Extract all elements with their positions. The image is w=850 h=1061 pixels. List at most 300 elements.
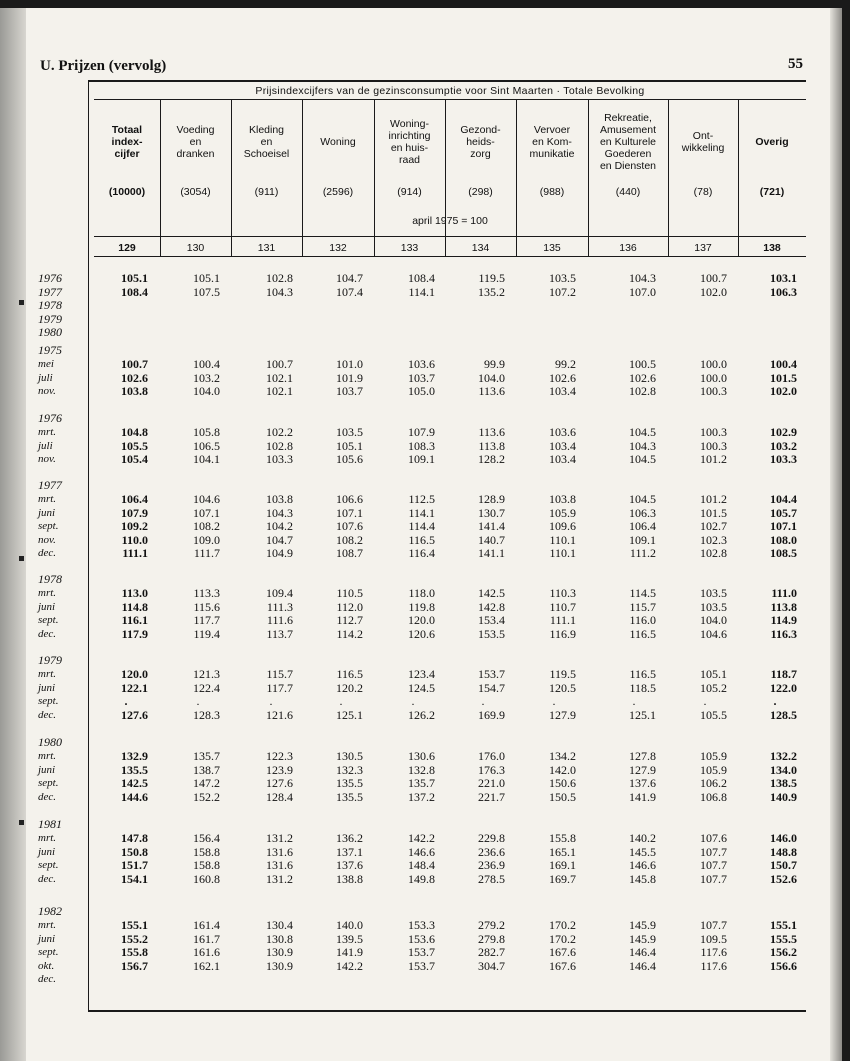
table-cell: 105.8 <box>193 425 220 439</box>
table-cell: 141.9 <box>629 789 656 804</box>
table-cell: 113.8 <box>770 599 797 614</box>
table-cell: 108.2 <box>193 519 220 533</box>
table-cell: 282.7 <box>478 945 505 959</box>
table-cell: 105.1 <box>121 271 148 285</box>
table-cell: 119.5 <box>478 271 505 285</box>
table-cell: 107.9 <box>121 505 148 520</box>
table-cell: 118.0 <box>408 586 435 600</box>
table-cell: 109.0 <box>193 532 220 547</box>
table-cell: 113.3 <box>193 586 220 600</box>
table-cell: 155.2 <box>121 931 148 946</box>
table-cell: 105.1 <box>193 271 220 285</box>
row-label: nov. <box>38 385 56 397</box>
table-cell: 104.2 <box>266 519 293 533</box>
table-cell: 144.6 <box>121 789 148 804</box>
table-cell: 149.8 <box>408 871 435 886</box>
table-cell: 113.0 <box>121 586 148 600</box>
table-cell: 102.6 <box>629 370 656 385</box>
table-cell: 146.4 <box>629 958 656 973</box>
table-cell: 154.7 <box>478 680 505 695</box>
table-cell: 102.8 <box>266 438 293 453</box>
table-cell: 151.7 <box>121 858 148 872</box>
table-cell: 169.1 <box>549 858 576 872</box>
table-cell: 135.7 <box>193 749 220 763</box>
table-cell: 103.3 <box>770 452 797 466</box>
table-cell: 104.0 <box>700 613 727 627</box>
column-header: Gezond- heids- zorg <box>460 124 501 160</box>
table-cell: 130.9 <box>266 958 293 973</box>
table-cell: 104.6 <box>700 626 727 641</box>
table-cell: 152.6 <box>770 871 797 886</box>
table-cell: 119.5 <box>549 667 576 681</box>
table-cell: 111.1 <box>549 613 576 627</box>
table-cell: 105.9 <box>700 749 727 763</box>
table-cell: 156.4 <box>193 831 220 845</box>
table-cell: 107.0 <box>629 284 656 299</box>
table-cell: 130.6 <box>408 749 435 763</box>
table-cell: 229.8 <box>478 831 505 845</box>
table-cell: 142.0 <box>549 762 576 777</box>
table-cell: 117.6 <box>700 945 727 959</box>
table-cell: 122.1 <box>121 680 148 695</box>
table-cell: 114.1 <box>408 505 435 520</box>
table-cell: . <box>773 694 777 708</box>
table-cell: 128.5 <box>770 707 797 722</box>
table-cell: 176.3 <box>478 762 505 777</box>
row-label: juni <box>38 763 56 776</box>
table-cell: . <box>124 694 128 708</box>
table-cell: 107.7 <box>700 871 727 886</box>
table-cell: 100.4 <box>193 357 220 371</box>
table-cell: 103.8 <box>266 492 293 506</box>
table-cell: 114.2 <box>336 626 363 641</box>
table-cell: 118.5 <box>629 680 656 695</box>
gutter-mark <box>19 820 24 825</box>
table-cell: 107.1 <box>770 519 797 533</box>
rule-left <box>88 80 89 1012</box>
table-cell: 137.6 <box>629 776 656 790</box>
table-cell: 116.0 <box>629 613 656 627</box>
table-cell: 139.5 <box>336 931 363 946</box>
table-cell: 304.7 <box>478 958 505 973</box>
table-cell: 102.0 <box>770 384 797 398</box>
table-cell: 137.2 <box>408 789 435 804</box>
table-cell: 105.0 <box>408 384 435 398</box>
row-label: dec. <box>38 790 57 803</box>
table-cell: 108.4 <box>408 271 435 285</box>
page-number: 55 <box>788 56 803 72</box>
table-cell: 104.0 <box>193 384 220 398</box>
row-label: sept. <box>38 614 59 626</box>
table-cell: 107.7 <box>700 918 727 932</box>
row-label: mrt. <box>38 668 57 680</box>
table-cell: 107.9 <box>408 425 435 439</box>
table-cell: 103.8 <box>549 492 576 506</box>
row-label: juni <box>38 932 56 945</box>
table-cell: 138.8 <box>336 871 363 886</box>
table-cell: 153.7 <box>478 667 505 681</box>
table-cell: 105.9 <box>549 505 576 520</box>
table-cell: 137.6 <box>336 858 363 872</box>
table-cell: 153.7 <box>408 958 435 973</box>
table-cell: 135.5 <box>336 776 363 790</box>
table-cell: 114.1 <box>408 284 435 299</box>
table-cell: . <box>703 694 707 708</box>
table-cell: 122.4 <box>193 680 220 695</box>
table-cell: 115.7 <box>629 599 656 614</box>
rule-above-colnums <box>94 236 806 237</box>
column-number: 130 <box>186 242 205 254</box>
table-cell: 104.5 <box>629 452 656 466</box>
table-cell: 130.4 <box>266 918 293 932</box>
row-label: juli <box>38 439 53 452</box>
table-cell: 100.3 <box>700 384 727 398</box>
table-cell: . <box>196 694 200 708</box>
table-cell: 146.0 <box>770 831 797 845</box>
table-cell: 127.6 <box>266 776 293 790</box>
column-header: Overig <box>755 136 789 148</box>
table-cell: 161.4 <box>193 918 220 932</box>
table-cell: 279.8 <box>478 931 505 946</box>
page-edge-shadow <box>830 8 842 1061</box>
table-cell: 101.5 <box>770 370 797 385</box>
row-label: mrt. <box>38 587 57 599</box>
table-cell: 104.5 <box>629 492 656 506</box>
table-cell: 142.8 <box>478 599 505 614</box>
table-cell: 145.5 <box>629 844 656 859</box>
table-cell: 109.6 <box>549 519 576 533</box>
table-cell: 112.5 <box>408 492 435 506</box>
row-label: juni <box>38 600 56 613</box>
table-cell: 100.7 <box>121 357 148 371</box>
table-cell: 106.4 <box>629 519 656 533</box>
row-group-year: 1976 <box>38 411 62 425</box>
rule-below-colnums <box>94 256 806 257</box>
table-cell: 116.1 <box>121 613 148 627</box>
table-cell: 141.4 <box>478 519 505 533</box>
table-cell: 153.3 <box>408 918 435 932</box>
table-cell: 134.2 <box>549 749 576 763</box>
table-cell: 104.4 <box>770 492 797 506</box>
table-cell: 153.4 <box>478 613 505 627</box>
table-cell: 176.0 <box>478 749 505 763</box>
table-cell: . <box>632 694 636 708</box>
table-cell: 105.1 <box>336 438 363 453</box>
table-cell: 103.6 <box>549 425 576 439</box>
column-header: Rekreatie, Amusement en Kulturele Goederen en Diensten <box>599 112 657 172</box>
table-cell: 101.2 <box>700 492 727 506</box>
row-label: 1978 <box>38 298 62 312</box>
table-cell: 106.5 <box>193 438 220 453</box>
table-cell: 103.4 <box>549 452 576 466</box>
column-number: 132 <box>329 242 347 254</box>
table-cell: 122.3 <box>266 749 293 763</box>
table-cell: 150.8 <box>121 844 148 859</box>
table-cell: 102.7 <box>700 519 727 533</box>
table-cell: 127.6 <box>121 707 148 722</box>
table-cell: 100.0 <box>700 357 727 371</box>
table-cell: . <box>411 694 415 708</box>
table-cell: 152.2 <box>193 789 220 804</box>
column-number: 135 <box>543 242 561 254</box>
table-cell: 110.1 <box>549 546 576 560</box>
table-cell: 135.5 <box>121 762 148 777</box>
table-cell: 155.1 <box>770 918 797 932</box>
row-label: juli <box>38 371 53 384</box>
table-cell: 105.6 <box>336 452 363 466</box>
table-cell: 142.2 <box>408 831 435 845</box>
row-label: dec. <box>38 872 57 885</box>
table-cell: 137.1 <box>336 844 363 859</box>
table-cell: 136.2 <box>336 831 363 845</box>
table-cell: 102.6 <box>549 370 576 385</box>
table-cell: 103.2 <box>193 370 220 385</box>
table-cell: 120.0 <box>408 613 435 627</box>
table-cell: 108.7 <box>336 546 363 560</box>
table-cell: 105.1 <box>700 667 727 681</box>
table-cell: 111.0 <box>771 586 797 600</box>
table-cell: 100.5 <box>629 357 656 371</box>
table-cell: 106.2 <box>700 776 727 790</box>
row-label: 1980 <box>38 325 62 339</box>
rule-bottom <box>88 1010 806 1012</box>
table-cell: 145.9 <box>629 918 656 932</box>
table-cell: 116.5 <box>336 667 363 681</box>
column-weight: (721) <box>759 186 785 198</box>
table-cell: 115.6 <box>193 599 220 614</box>
row-label: okt. <box>38 959 55 972</box>
row-label: nov. <box>38 453 56 465</box>
table-cell: 111.6 <box>266 613 293 627</box>
table-cell: 104.3 <box>266 284 293 299</box>
table-cell: 108.3 <box>408 438 435 453</box>
table-cell: 104.5 <box>629 425 656 439</box>
table-cell: 104.3 <box>266 505 293 520</box>
table-cell: 120.0 <box>121 667 148 681</box>
table-cell: 130.7 <box>478 505 505 520</box>
rule-under-supertitle <box>94 99 806 100</box>
column-header: Ont- wikkeling <box>681 130 725 154</box>
row-label: sept. <box>38 859 59 871</box>
table-cell: 156.7 <box>121 958 148 973</box>
row-group-year: 1975 <box>38 343 62 357</box>
table-cell: 123.4 <box>408 667 435 681</box>
table-cell: 128.3 <box>193 707 220 722</box>
table-cell: 141.1 <box>478 546 505 560</box>
row-group-year: 1980 <box>38 735 62 749</box>
table-cell: 103.8 <box>121 384 148 398</box>
table-cell: 154.1 <box>121 871 148 886</box>
table-cell: 161.7 <box>193 931 220 946</box>
table-cell: 104.0 <box>478 370 505 385</box>
table-cell: 138.5 <box>770 776 797 790</box>
table-cell: 141.9 <box>336 945 363 959</box>
table-cell: 119.8 <box>408 599 435 614</box>
table-cell: 145.8 <box>629 871 656 886</box>
gutter-mark <box>19 300 24 305</box>
section-title: U. Prijzen (vervolg) <box>40 58 167 74</box>
table-cell: 108.4 <box>121 284 148 299</box>
table-cell: 121.6 <box>266 707 293 722</box>
row-label: mrt. <box>38 426 57 438</box>
table-cell: 128.4 <box>266 789 293 804</box>
table-cell: 123.9 <box>266 762 293 777</box>
row-label: sept. <box>38 946 59 958</box>
table-cell: 148.4 <box>408 858 435 872</box>
table-cell: 105.2 <box>700 680 727 695</box>
table-cell: 113.8 <box>478 438 505 453</box>
table-cell: 102.2 <box>266 425 293 439</box>
table-cell: 110.7 <box>549 599 576 614</box>
table-cell: 155.8 <box>121 945 148 959</box>
row-group-year: 1982 <box>38 904 62 918</box>
table-cell: 104.3 <box>629 271 656 285</box>
table-cell: 131.6 <box>266 844 293 859</box>
table-cell: 102.1 <box>266 384 293 398</box>
column-weight: (914) <box>397 186 422 198</box>
table-cell: 236.9 <box>478 858 505 872</box>
table-cell: 116.4 <box>408 546 435 560</box>
row-group-year: 1981 <box>38 817 62 831</box>
table-cell: 111.3 <box>266 599 293 614</box>
column-number: 131 <box>257 242 276 254</box>
table-cell: 120.6 <box>408 626 435 641</box>
row-label: dec. <box>38 547 57 559</box>
table-cell: 161.6 <box>193 945 220 959</box>
table-cell: 155.1 <box>121 918 148 932</box>
table-cell: 106.3 <box>629 505 656 520</box>
table-cell: 138.7 <box>193 762 220 777</box>
column-weight: (2596) <box>322 186 354 198</box>
table-cell: 100.4 <box>770 357 797 371</box>
column-weight: (3054) <box>180 186 211 198</box>
table-cell: 170.2 <box>549 918 576 932</box>
table-cell: 105.5 <box>121 438 148 453</box>
table-cell: 146.4 <box>629 945 656 959</box>
table-cell: 107.4 <box>336 284 363 299</box>
table-cell: . <box>269 694 273 708</box>
column-number: 138 <box>763 242 781 254</box>
table-cell: 116.3 <box>770 626 797 641</box>
table-cell: 221.7 <box>478 789 505 804</box>
table-cell: . <box>552 694 556 708</box>
table-cell: 153.6 <box>408 931 435 946</box>
table-cell: 160.8 <box>193 871 220 886</box>
column-weight: (10000) <box>108 186 146 198</box>
table-cell: 128.2 <box>478 452 505 466</box>
table-cell: 120.2 <box>336 680 363 695</box>
table-cell: 102.8 <box>629 384 656 398</box>
row-label: dec. <box>38 627 57 640</box>
table-cell: 111.1 <box>122 546 148 560</box>
row-group-year: 1977 <box>38 478 62 492</box>
table-cell: 158.8 <box>193 858 220 872</box>
table-cell: 122.0 <box>770 680 797 695</box>
table-cell: 132.3 <box>336 762 363 777</box>
table-cell: 116.5 <box>629 667 656 681</box>
table-cell: 113.6 <box>478 384 505 398</box>
table-cell: 102.8 <box>700 546 727 560</box>
column-header: Woning <box>320 136 356 148</box>
row-label: 1976 <box>38 271 62 285</box>
table-cell: 107.1 <box>193 505 220 520</box>
table-cell: 117.9 <box>121 626 148 641</box>
table-cell: 99.2 <box>555 357 576 371</box>
table-cell: 101.2 <box>700 452 727 466</box>
table-cell: 105.9 <box>700 762 727 777</box>
table-cell: 107.1 <box>336 505 363 520</box>
table-cell: 146.6 <box>408 844 435 859</box>
table-cell: 140.9 <box>770 789 797 804</box>
row-label: sept. <box>38 777 59 789</box>
table-cell: 150.6 <box>549 776 576 790</box>
table-cell: 107.2 <box>549 284 576 299</box>
base-period-label: april 1975 = 100 <box>412 215 488 227</box>
table-cell: 102.0 <box>700 284 727 299</box>
table-cell: 116.5 <box>629 626 656 641</box>
table-cell: 132.8 <box>408 762 435 777</box>
table-cell: 167.6 <box>549 958 576 973</box>
table-cell: 125.1 <box>336 707 363 722</box>
table-cell: 127.8 <box>629 749 656 763</box>
table-cell: 105.5 <box>700 707 727 722</box>
table-cell: 103.5 <box>336 425 363 439</box>
table-cell: 109.1 <box>629 532 656 547</box>
row-label: nov. <box>38 533 56 546</box>
table-cell: 165.1 <box>549 844 576 859</box>
table-cell: 104.7 <box>266 532 293 547</box>
table-cell: 156.2 <box>770 945 797 959</box>
table-cell: 100.3 <box>700 438 727 453</box>
table-cell: 130.8 <box>266 931 293 946</box>
table-cell: 114.5 <box>629 586 656 600</box>
row-label: mrt. <box>38 493 57 505</box>
table-cell: 117.7 <box>193 613 220 627</box>
table-cell: 167.6 <box>549 945 576 959</box>
table-cell: 103.2 <box>770 438 797 453</box>
table-cell: 162.1 <box>193 958 220 973</box>
table-cell: 102.6 <box>121 370 148 385</box>
table-cell: 116.9 <box>549 626 576 641</box>
table-cell: 153.7 <box>408 945 435 959</box>
row-label: dec. <box>38 973 57 985</box>
table-cell: 102.1 <box>266 370 293 385</box>
table-cell: 118.7 <box>770 667 797 681</box>
table-cell: 99.9 <box>484 357 505 371</box>
table-cell: 119.4 <box>193 626 220 641</box>
table-cell: 104.9 <box>266 546 293 560</box>
table-cell: 105.4 <box>121 452 148 466</box>
row-group-year: 1979 <box>38 653 62 667</box>
table-cell: 109.5 <box>700 931 727 946</box>
table-cell: 101.5 <box>700 505 727 520</box>
table-cell: 142.5 <box>478 586 505 600</box>
column-header: Woning- inrichting en huis- raad <box>388 118 431 166</box>
table-cell: 100.0 <box>700 370 727 385</box>
table-cell: 103.1 <box>770 271 797 285</box>
table-cell: 102.9 <box>770 425 797 439</box>
table-cell: 116.5 <box>408 532 435 547</box>
table-cell: 135.5 <box>336 789 363 804</box>
table-cell: 142.2 <box>336 958 363 973</box>
column-header: Totaal index- cijfer <box>111 124 143 160</box>
table-cell: 102.8 <box>266 271 293 285</box>
table-cell: 107.5 <box>193 284 220 299</box>
table-cell: 102.3 <box>700 532 727 547</box>
table-cell: 153.5 <box>478 626 505 641</box>
table-cell: 103.4 <box>549 384 576 398</box>
column-header: Kleding en Schoeisel <box>243 124 290 160</box>
